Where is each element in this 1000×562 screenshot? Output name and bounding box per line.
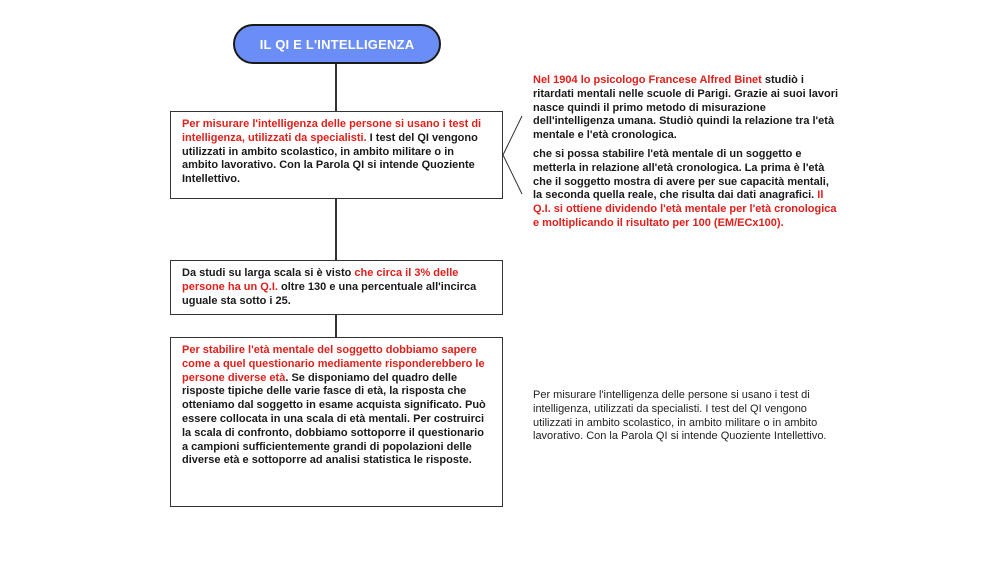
- side-note-binet-p1: [533, 74, 841, 143]
- box2-text-pre: Da studi su larga scala si è visto: [182, 267, 355, 279]
- box3-text: . Se disponiamo del quadro delle risposte tipiche delle varie fasce di età, la risposta che otteniamo dal soggetto in esame acquista significato. Può essere collocata in una scala di età mentali. Per costruirci la scala di confronto, dobbiamo sottoporre il questionario a campioni sufficientemente grandi di popolazioni delle diverse età e sottoporre ad analisi statistica le risposte.: [182, 371, 486, 467]
- eta-text: che si possa stabilire l'età mentale di un soggetto e metterla in relazione all'età cronologica. La prima è l'età che il soggetto mostra di avere per sue capacità mentali, la seconda quella reale, che risulta dai dati anagrafici.: [533, 147, 829, 202]
- side-note-misurare-text: Per misurare l'intelligenza delle persone si usano i test di intelligenza, utilizzati da specialisti. I test del QI vengono utilizzati in ambito scolastico, in ambito militare o in ambito lavorativo. Con la Parola QI si intende Quoziente Intellettivo.: [533, 389, 827, 443]
- box3-red-text: Per stabilire l'età mentale del soggetto dobbiamo sapere come a quel questionario mediamente risponderebbero le persone diverse età: [182, 344, 485, 384]
- box-studi-larga-scala[interactable]: [170, 260, 503, 315]
- side-note-binet-p2: [533, 148, 841, 231]
- title-label: IL QI E L'INTELLIGENZA: [259, 36, 415, 52]
- side-note-misurare: [533, 389, 841, 444]
- box2-text-post: oltre 130 e una percentuale all'incirca uguale sta sotto i 25.: [182, 280, 477, 307]
- box-eta-mentale[interactable]: [170, 337, 503, 507]
- side-note-binet: [533, 74, 841, 231]
- box1-red-text: Per misurare l'intelligenza delle persone si usano i test di intelligenza, utilizzati da specialisti.: [182, 118, 482, 144]
- box2-red-text: che circa il 3% delle persone ha un Q.I.: [182, 267, 459, 293]
- box-misurare-intelligenza[interactable]: [170, 111, 503, 199]
- title-node[interactable]: [233, 24, 441, 64]
- qi-formula-red-text: Il Q.I. si ottiene dividendo l'età mentale per l'età cronologica e moltiplicando il risultato per 100 (EM/ECx100).: [533, 189, 837, 229]
- binet-text: studiò i ritardati mentali nelle scuole di Parigi. Grazie ai suoi lavori nasce quindi il primo metodo di misurazione dell'intelligenza umana. Studiò quindi la relazione tra l'età mentale e l'età cronologica.: [533, 74, 839, 142]
- binet-red-text: Nel 1904 lo psicologo Francese Alfred Binet: [533, 74, 762, 86]
- box1-text: I test del QI vengono utilizzati in ambito scolastico, in ambito militare o in ambito lavorativo. Con la Parola QI si intende Quoziente Intellettivo.: [182, 131, 478, 186]
